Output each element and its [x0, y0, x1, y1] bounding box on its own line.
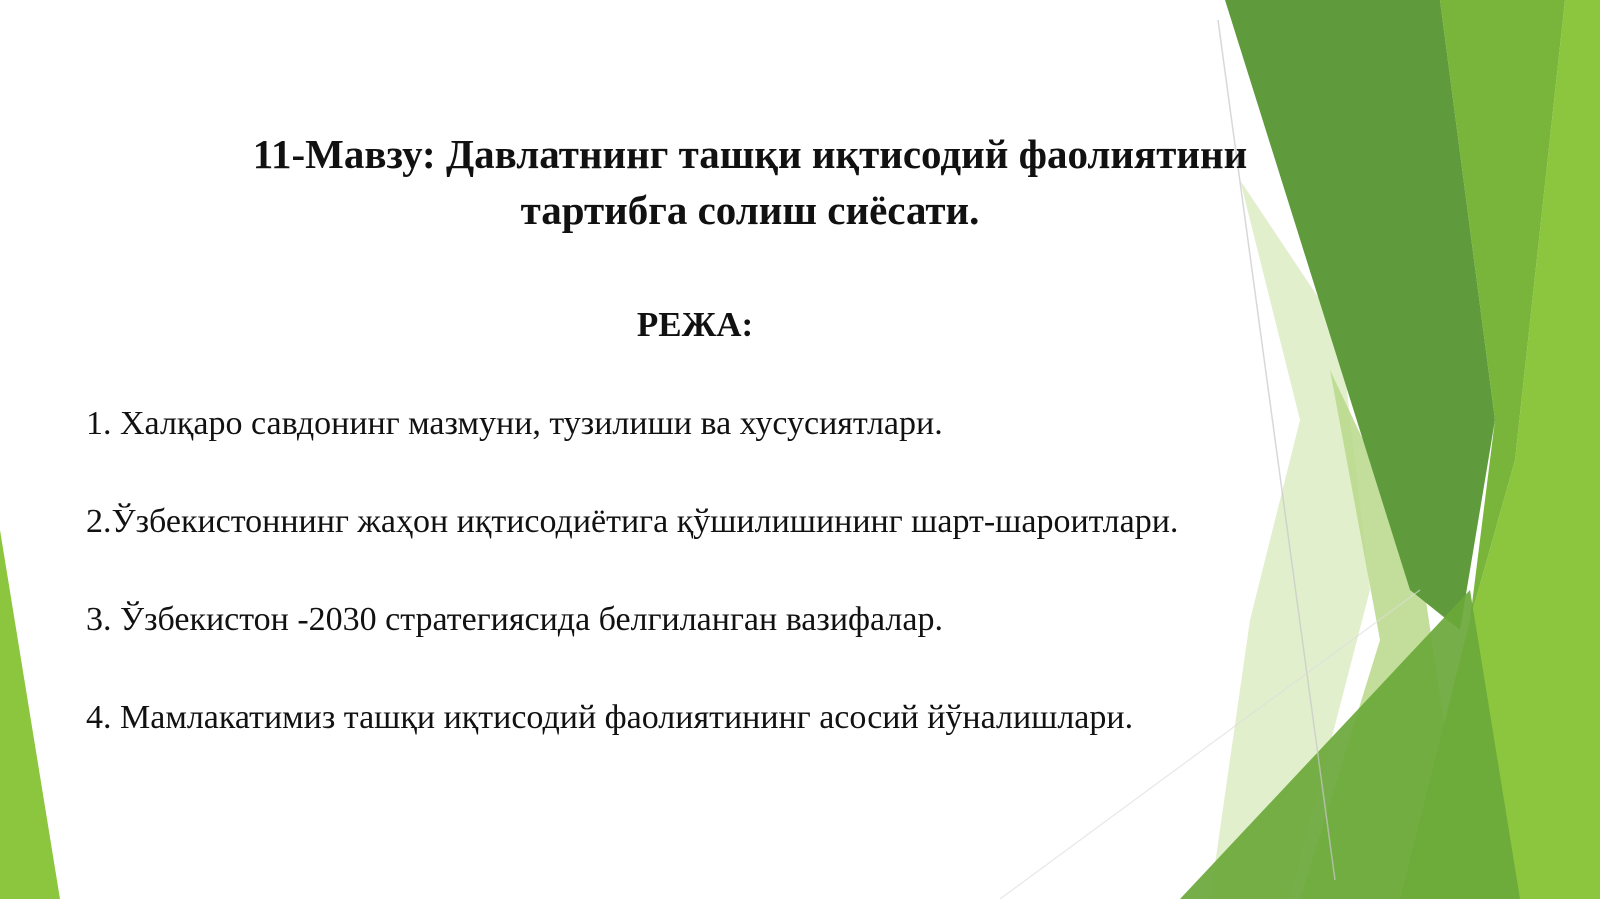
slide-title-line-2: тартибга солиш сиёсати. [520, 187, 980, 233]
left-green-wedge [0, 530, 60, 899]
slide-title-line-1: 11-Мавзу: Давлатнинг ташқи иқтисодий фаолиятини [252, 131, 1248, 177]
plan-list [86, 402, 1416, 794]
plan-item-1: 1. Халқаро савдонинг мазмуни, тузилиши ва хусусиятлари. [86, 405, 943, 442]
slide-title [120, 126, 1380, 238]
plan-item-2: 2.Ўзбекистоннинг жаҳон иқтисодиётига қўшилишининг шарт-шароитлари. [86, 503, 1179, 540]
plan-heading: РЕЖА: [636, 305, 754, 344]
plan-item-4: 4. Мамлакатимиз ташқи иқтисодий фаолиятининг асосий йўналишлари. [86, 699, 1134, 736]
plan-item-3: 3. Ўзбекистон -2030 стратегиясида белгиланган вазифалар. [86, 601, 943, 638]
